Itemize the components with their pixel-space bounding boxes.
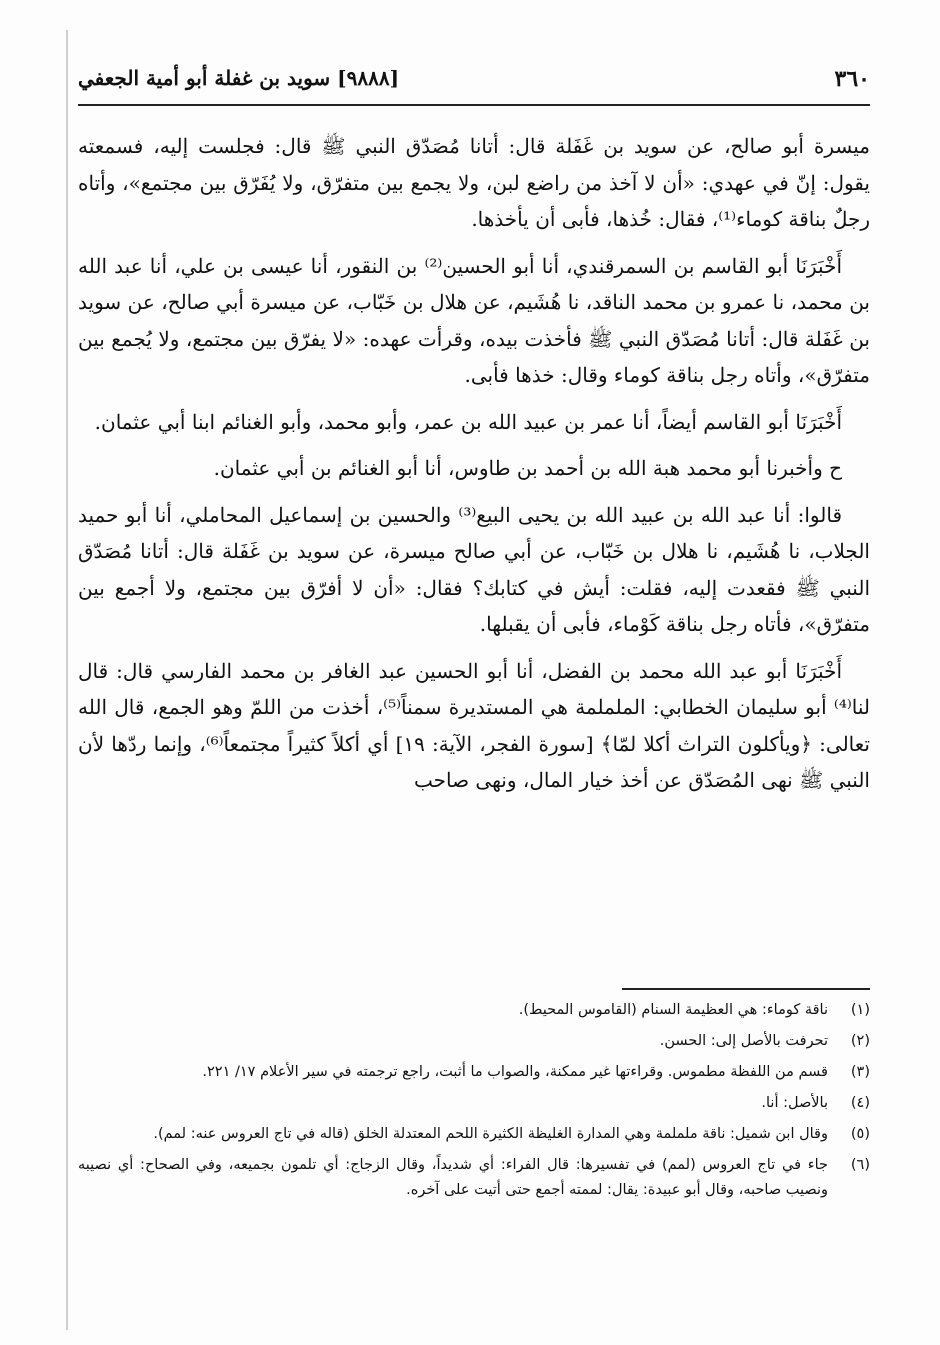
footnote-text: بالأصل: أنا.	[761, 1095, 828, 1111]
footnote-text: وقال ابن شميل: ناقة ململمة وهي المدارة الغليظة الكثيرة اللحم المعتدلة الخلق (قاله في تاج العروس عنه: لمم).	[153, 1126, 828, 1142]
footnote-1	[78, 998, 870, 1023]
page-edge-line	[66, 30, 68, 1330]
page-number: ٣٦٠	[834, 66, 870, 92]
paragraph-3: أَخْبَرَنَا أبو القاسم أيضاً، أنا عمر بن عبيد الله بن عمر، وأبو محمد، وأبو الغنائم ابنا أبي عثمان.	[94, 409, 842, 434]
footnote-number: (٣)	[850, 1064, 870, 1080]
footnote-text: قسم من اللفظة مطموس. وقراءتها غير ممكنة، والصواب ما أثبت، راجع ترجمته في سير الأعلام ١٧/ ٢٢١.	[202, 1064, 828, 1080]
footnote-number: (٥)	[850, 1126, 870, 1142]
footnote-number: (٦)	[850, 1157, 870, 1173]
footnote-text: تحرفت بالأصل إلى: الحسن.	[659, 1033, 828, 1049]
footnote-number: (٢)	[850, 1033, 870, 1049]
footnotes	[78, 998, 870, 1209]
main-text	[78, 128, 870, 809]
footnote-2	[78, 1029, 870, 1054]
paragraph-6: أَخْبَرَنَا أبو عبد الله محمد بن الفضل، أنا أبو الحسين عبد الغافر بن محمد الفارسي قال: قال لنا⁽⁴⁾ أبو سليمان الخطابي: الململمة هي المستديرة سمناً⁽⁵⁾، أخذت من اللمّ وهو الجمع، قال الله تعالى: ﴿ويأكلون التراث أكلا لمّا﴾ [سورة الفجر، الآية: ١٩] أي أكلاً كثيراً مجتمعاً⁽⁶⁾، وإنما ردّها لأن النبي ﷺ نهى المُصَدّق عن أخذ خيار المال، ونهى صاحب	[78, 658, 870, 792]
footnote-4	[78, 1091, 870, 1116]
footnote-6	[78, 1153, 870, 1203]
footnote-number: (٤)	[850, 1095, 870, 1111]
footnote-divider	[622, 988, 870, 990]
footnote-text: ناقة كوماء: هي العظيمة السنام (القاموس المحيط).	[518, 1002, 828, 1018]
paragraph-5: قالوا: أنا عبد الله بن عبيد الله بن يحيى البيع⁽³⁾ والحسين بن إسماعيل المحاملي، أنا أبو حميد الجلاب، نا هُشَيم، نا هلال بن خَبّاب، عن أبي صالح ميسرة، عن سويد بن غَفَلة قال: أتانا مُصَدّق النبي ﷺ فقعدت إليه، فقلت: أيش في كتابك؟ فقال: «أن لا أفرّق بين مجتمع، ولا أجمع بين متفرّق»، فأتاه رجل بناقة كَوْماء، فأبى أن يقبلها.	[78, 502, 870, 636]
footnote-5	[78, 1122, 870, 1147]
running-title: [٩٨٨٨] سويد بن غفلة أبو أمية الجعفي	[78, 66, 400, 90]
paragraph-1: ميسرة أبو صالح، عن سويد بن غَفَلة قال: أتانا مُصَدّق النبي ﷺ قال: فجلست إليه، فسمعته يقول: إنّ في عهدي: «أن لا آخذ من راضع لبن، ولا يجمع بين متفرّق، ولا يُفَرّق بين مجتمع»، وأتاه رجلٌ بناقة كوماء⁽¹⁾، فقال: خُذها، فأبى أن يأخذها.	[78, 134, 870, 231]
paragraph-2: أَخْبَرَنَا أبو القاسم بن السمرقندي، أنا أبو الحسين⁽²⁾ بن النقور، أنا عيسى بن علي، أنا عبد الله بن محمد، نا عمرو بن محمد الناقد، نا هُشَيم، عن هلال بن خَبّاب، عن ميسرة أبي صالح، عن سويد بن غَفَلة قال: أتانا مُصَدّق النبي ﷺ فأخذت بيده، وقرأت عهده: «لا يفرّق بين مجتمع، ولا يُجمع بين متفرّق»، وأتاه رجل بناقة كوماء وقال: خذها فأبى.	[78, 253, 871, 387]
running-header	[78, 62, 870, 102]
paragraph-4: ح وأخبرنا أبو محمد هبة الله بن أحمد بن طاوس، أنا أبو الغنائم بن أبي عثمان.	[213, 456, 842, 480]
footnote-number: (١)	[850, 1002, 870, 1018]
header-divider	[78, 104, 870, 106]
footnote-text: جاء في تاج العروس (لمم) في تفسيرها: قال الفراء: أي شديداً، وقال الزجاج: أي تلمون بجميعه، وفي الصحاح: أي نصيبه ونصيب صاحبه، وقال أبو عبيدة: يقال: لممته أجمع حتى أتيت على آخره.	[78, 1157, 828, 1198]
footnote-3	[78, 1060, 870, 1085]
